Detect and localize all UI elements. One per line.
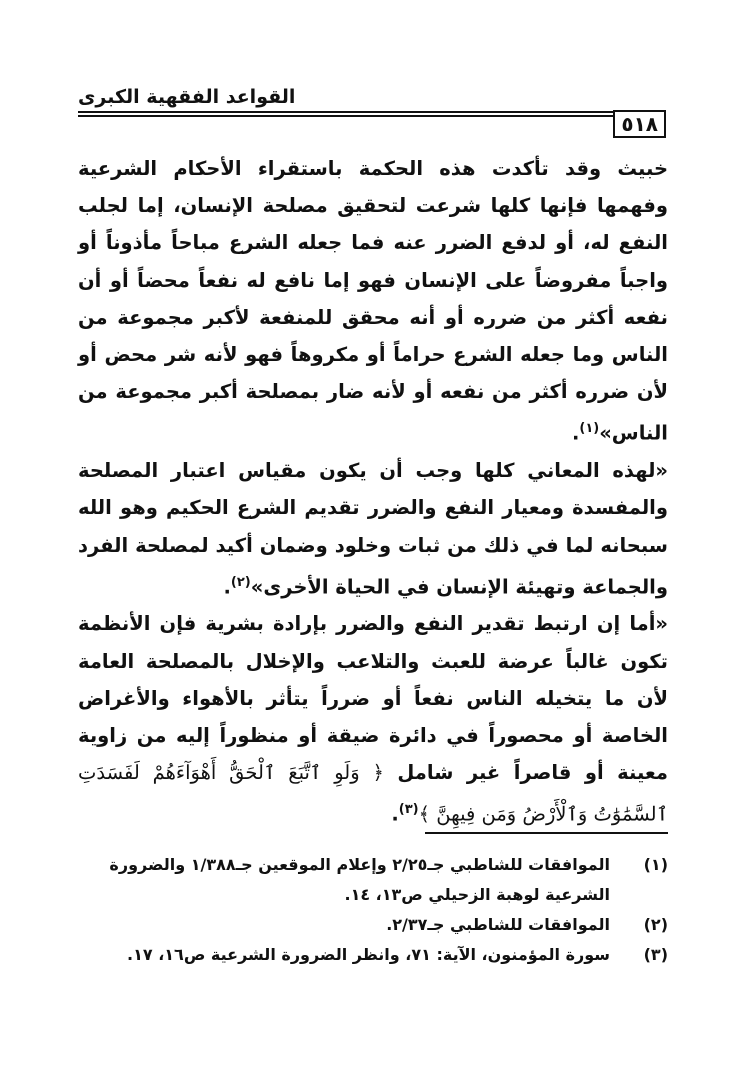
footnote-text: الموافقات للشاطبي جـ٢/٣٧.: [386, 915, 610, 934]
footnote: [78, 850, 668, 910]
paragraph-text: «أما إن ارتبط تقدير النفع والضرر بإرادة بشرية فإن الأنظمة تكون غالباً عرضة للعبث والتلاعب والإخلال بالمصلحة العامة لأن ما يتخيله الناس نفعاً أو ضرراً يتأثر بالأهواء والأغراض الخاصة أو محصوراً في دائرة ضيقة أو منظوراً إليه من زاوية معينة أو قاصراً غير شامل: [78, 612, 668, 785]
main-text: [78, 150, 668, 833]
header-rule: [78, 111, 666, 113]
paragraph-text: خبيث وقد تأكدت هذه الحكمة باستقراء الأحكام الشرعية وفهمها فإنها كلها شرعت لتحقيق مصلحة الإنسان، إما لجلب النفع له، أو لدفع الضرر عنه فما جعله الشرع مباحاً مأذوناً أو واجباً مفروضاً على الإنسان فهو إما نافع له نفعاً محضاً أو أن نفعه أكثر من ضرره أو أنه محقق للمنفعة لأكبر مجموعة من الناس وما جعله الشرع حراماً أو مكروهاً فهو لأنه شر محض أو لأن ضرره أكثر من نفعه أو لأنه ضار بمصلحة أكبر مجموعة من الناس»: [78, 157, 668, 445]
footnote-marker: (٣): [398, 802, 419, 818]
page-header: [78, 88, 666, 138]
footnote: [78, 910, 668, 940]
quran-verse: ﴿ وَلَوِ ٱتَّبَعَ ٱلْحَقُّ أَهْوَآءَهُمْ لَفَسَدَتِ ٱلسَّمَٰوَٰتُ وَٱلْأَرْضُ وَمَن فِيهِنَّ ﴾: [78, 761, 668, 826]
paragraph: [78, 605, 668, 833]
footnotes: [78, 850, 668, 970]
page-number: ٥١٨: [613, 110, 666, 138]
paragraph-text: «لهذه المعاني كلها وجب أن يكون مقياس اعتبار المصلحة والمفسدة ومعيار النفع والضرر تقديم الشرع الحكيم وهو الله سبحانه لما في ذلك من ثبات وخلود وضمان أكيد لمصلحة الفرد والجماعة وتهيئة الإنسان في الحياة الأخرى»: [78, 459, 668, 599]
header-rule: [78, 115, 666, 117]
paragraph: [78, 150, 668, 452]
period: .: [391, 802, 399, 826]
footnote-number: (١): [643, 855, 668, 874]
footnote-text: سورة المؤمنون، الآية: ٧١، وانظر الضرورة الشرعية ص١٦، ١٧.: [127, 945, 610, 964]
period: .: [223, 575, 231, 599]
footnote-text: الموافقات للشاطبي جـ٢/٢٥ وإعلام الموقعين جـ١/٣٨٨ والضرورة الشرعية لوهبة الزحيلي ص١٣، ١٤.: [109, 855, 610, 904]
footnote-number: (٢): [643, 915, 668, 934]
paragraph: [78, 452, 668, 605]
footnote: [78, 940, 668, 970]
running-title: القواعد الفقهية الكبرى: [78, 86, 296, 108]
footnote-number: (٣): [643, 945, 668, 964]
footnote-marker: (١): [579, 421, 600, 437]
footnote-marker: (٢): [230, 574, 251, 590]
footnote-separator: [425, 832, 668, 834]
period: .: [571, 421, 580, 445]
